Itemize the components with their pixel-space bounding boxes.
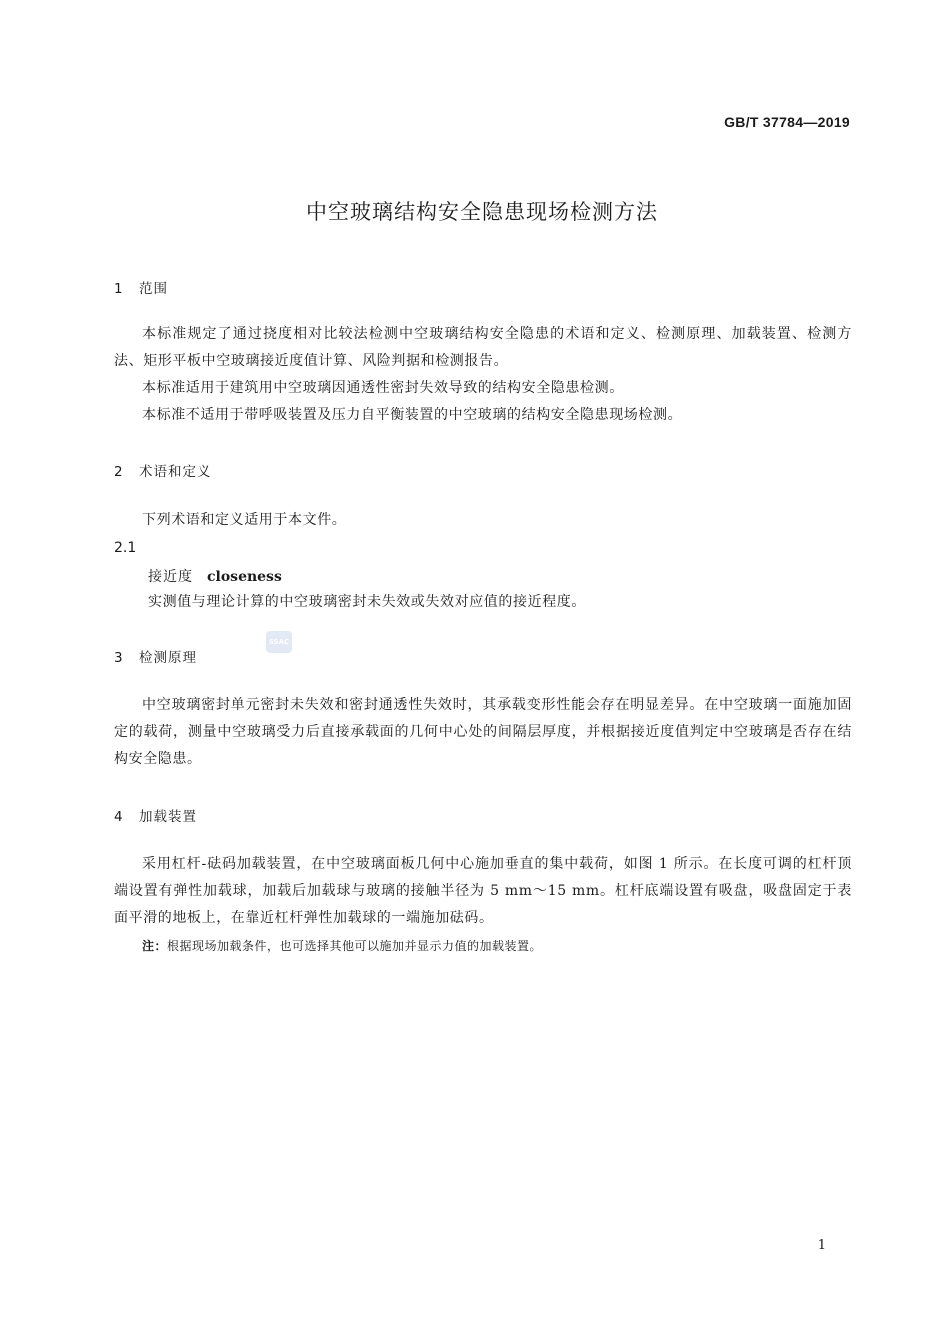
section-number: 4: [114, 809, 124, 825]
term-definition: 实测值与理论计算的中空玻璃密封未失效或失效对应值的接近程度。: [148, 594, 586, 610]
section-title: 术语和定义: [139, 464, 212, 480]
document-title: 中空玻璃结构安全隐患现场检测方法: [306, 200, 658, 224]
standard-code: GB/T 37784—2019: [724, 114, 850, 130]
paragraph: 下列术语和定义适用于本文件。: [142, 512, 347, 528]
paragraph: 本标准适用于建筑用中空玻璃因通透性密封失效导致的结构安全隐患检测。: [142, 380, 624, 396]
section-title: 范围: [139, 281, 168, 297]
note-text: 根据现场加载条件，也可选择其他可以施加并显示力值的加载装置。: [167, 939, 543, 953]
section-1-heading: [114, 277, 168, 297]
paragraph: 采用杠杆-砝码加载装置，在中空玻璃面板几何中心施加垂直的集中载荷，如图 1 所示。在长度可调的杠杆顶端设置有弹性加载球，加载后加载球与玻璃的接触半径为 5 mm～15 mm。杠杆底端设置有吸盘，吸盘固定于表面平滑的地板上，在靠近杠杆弹性加载球的一端施加砝码。: [114, 856, 852, 926]
paragraph: 本标准规定了通过挠度相对比较法检测中空玻璃结构安全隐患的术语和定义、检测原理、加载装置、检测方法、矩形平板中空玻璃接近度值计算、风险判据和检测报告。: [114, 326, 852, 369]
section-4-heading: [114, 805, 197, 825]
section-number: 2: [114, 464, 124, 480]
section-1-body: [114, 321, 852, 429]
section-4-body: [114, 851, 852, 932]
term-chinese: 接近度: [148, 569, 193, 585]
page-number: 1: [817, 1238, 826, 1253]
section-title: 检测原理: [139, 650, 197, 666]
term-definition-block: [148, 589, 852, 616]
term-english: closeness: [207, 569, 282, 585]
section-title: 加载装置: [139, 809, 197, 825]
section-2-body: [114, 507, 852, 534]
clause-number: 2.1: [114, 540, 137, 556]
section-3-heading: [114, 646, 197, 666]
section-number: 1: [114, 281, 124, 297]
term-entry: [148, 566, 282, 586]
note: [142, 937, 542, 954]
paragraph: 中空玻璃密封单元密封未失效和密封通透性失效时，其承载变形性能会存在明显差异。在中空玻璃一面施加固定的载荷，测量中空玻璃受力后直接承载面的几何中心处的间隔层厚度，并根据接近度值判定中空玻璃是否存在结构安全隐患。: [114, 697, 852, 767]
section-number: 3: [114, 650, 124, 666]
note-label: 注：: [142, 939, 168, 953]
watermark-logo: SSAC: [266, 631, 292, 653]
section-2-heading: [114, 460, 212, 480]
section-3-body: [114, 692, 852, 773]
paragraph: 本标准不适用于带呼吸装置及压力自平衡装置的中空玻璃的结构安全隐患现场检测。: [142, 407, 683, 423]
